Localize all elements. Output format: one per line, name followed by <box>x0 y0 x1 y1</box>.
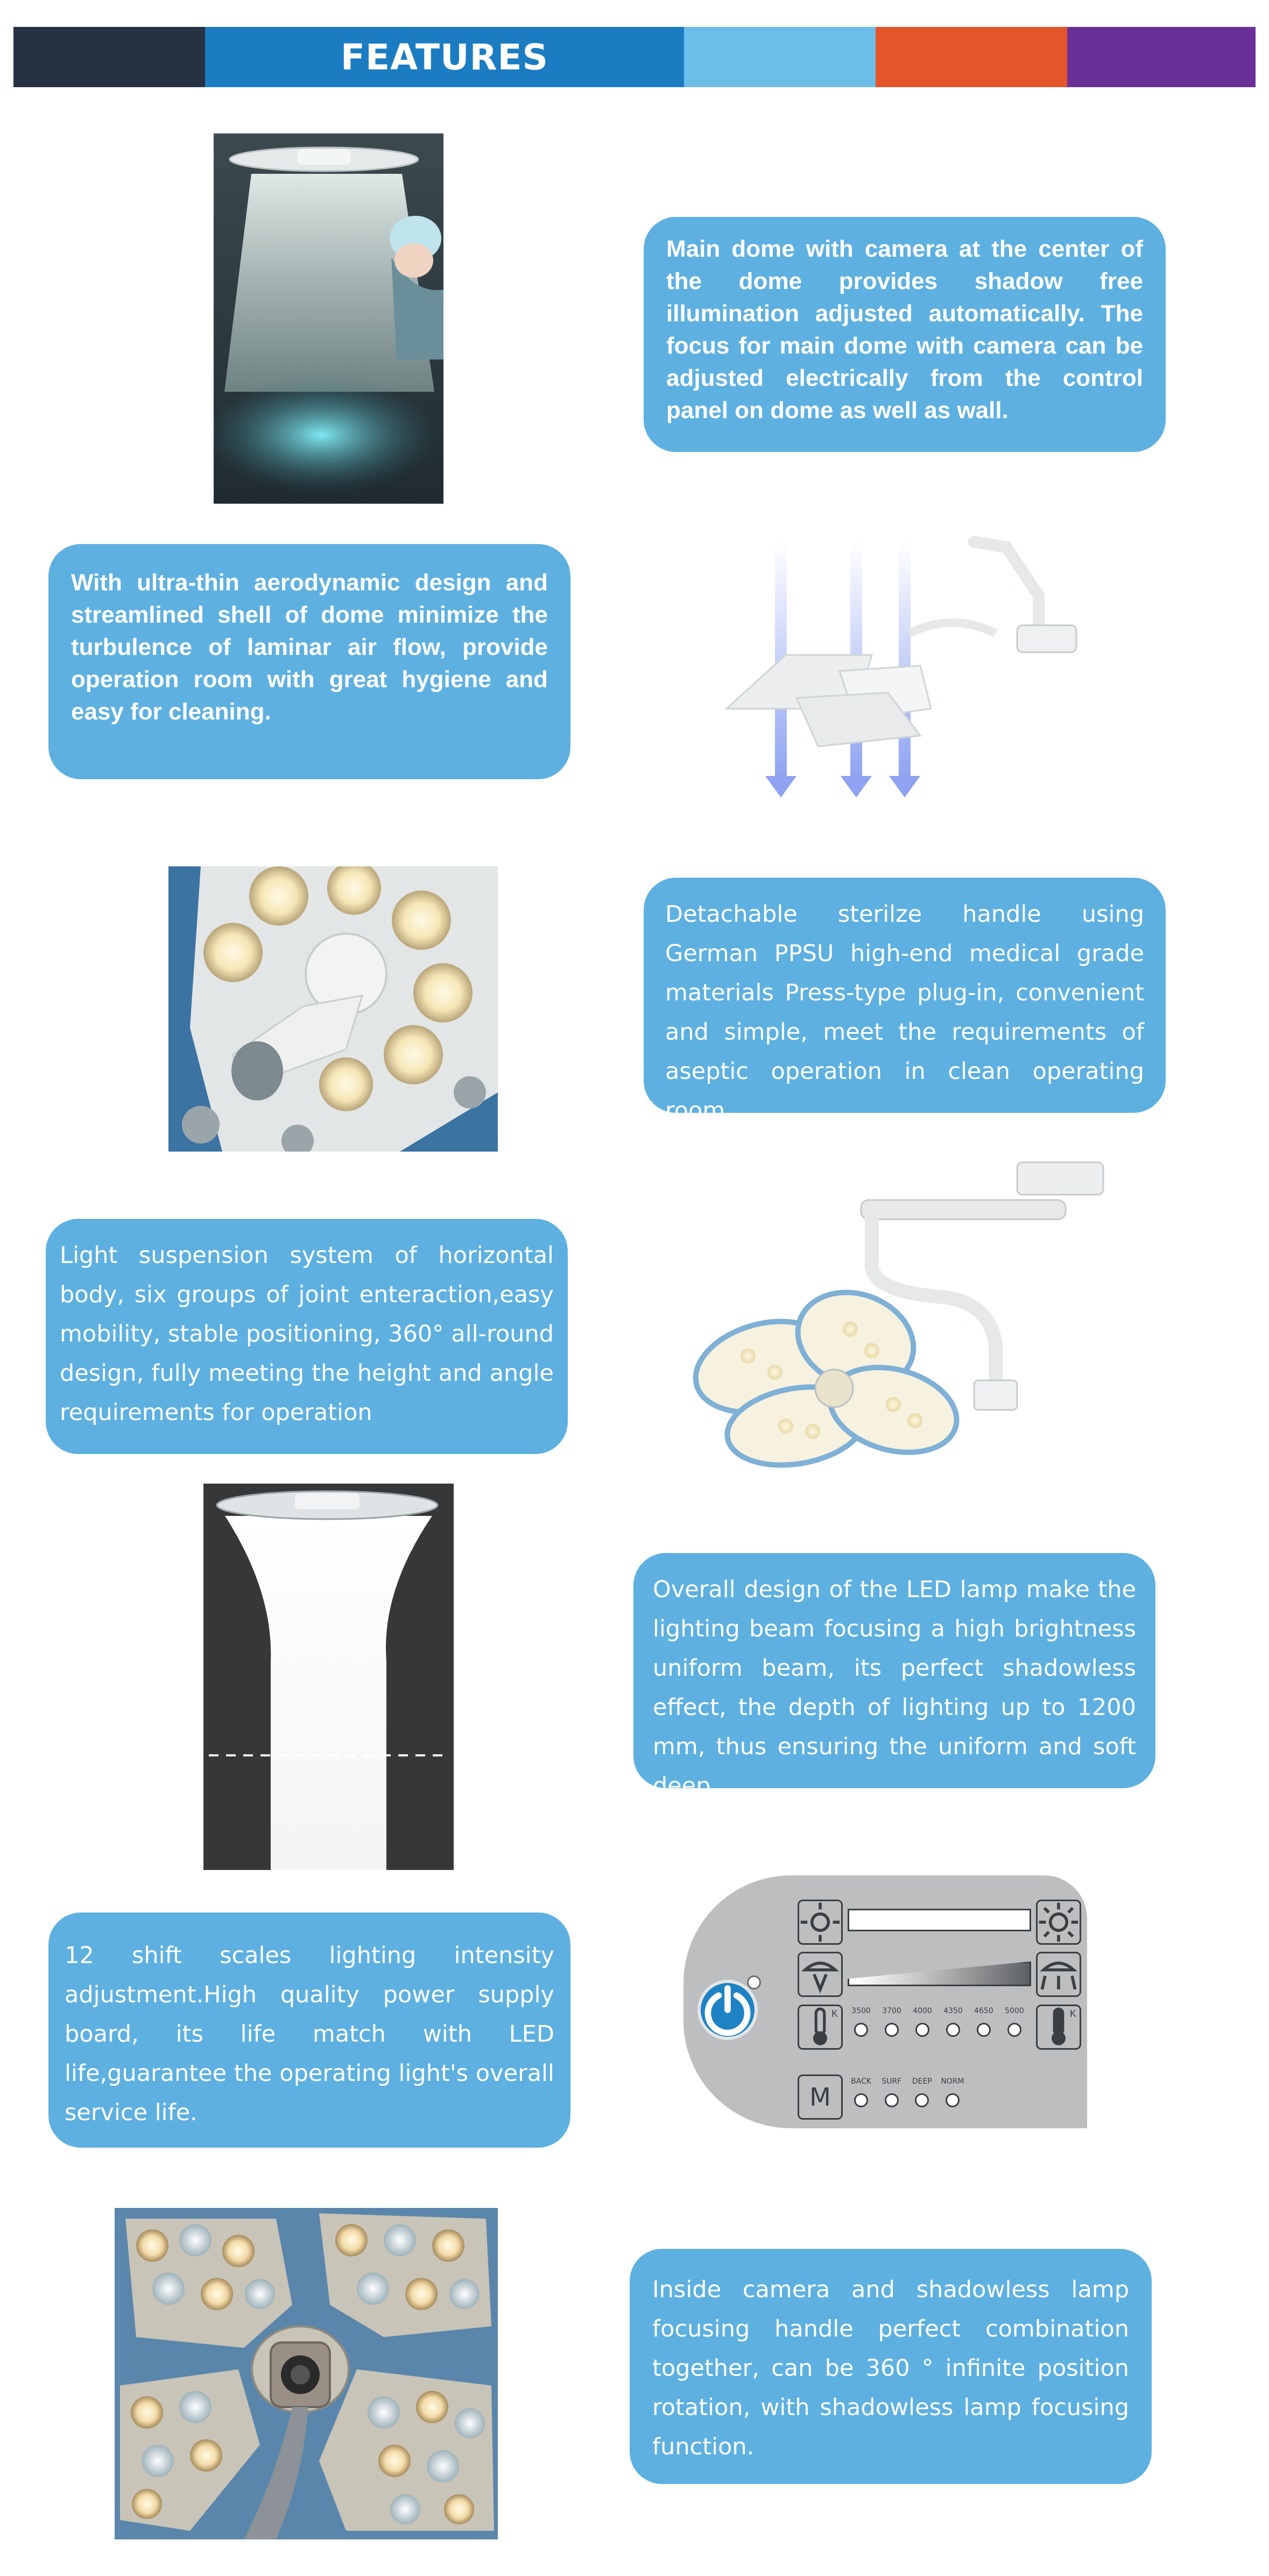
focus-wide-button[interactable] <box>1036 1952 1081 1997</box>
mode-indicator-led <box>946 2093 960 2107</box>
color-temp-indicator <box>848 2007 875 2044</box>
feature-text-5: Overall design of the LED lamp make the lighting beam focusing a high brightness uniform beam, its perfect shadowless effect, the depth of lighting up to 1200 mm, thus ensuring the uniform and soft deep. <box>653 1576 1136 1799</box>
mode-button[interactable]: M <box>798 2074 843 2120</box>
feature-text-box-2 <box>48 544 570 779</box>
power-button[interactable] <box>701 1983 755 2037</box>
feature-text-3: Detachable sterilze handle using German PPSU high-end medical grade materials Press-type plug-in, convenient and simple, meet the requirements of aseptic operation in clean operating room. <box>665 901 1144 1124</box>
light-beam-depth-image <box>203 1484 454 1870</box>
suspension-arm-lamp-image <box>683 1152 1125 1496</box>
color-temp-indicator-label: 3700 <box>882 2007 901 2015</box>
color-temp-indicator <box>878 2007 905 2044</box>
features-header <box>13 27 1256 87</box>
color-temp-indicator-label: 3500 <box>851 2007 871 2015</box>
brightness-increase-button[interactable] <box>1036 1900 1081 1945</box>
mode-indicator-led <box>915 2093 929 2107</box>
mode-indicator-label: BACK <box>851 2077 871 2086</box>
mode-indicator-label: SURF <box>882 2077 902 2086</box>
header-segment-orange <box>876 27 1067 87</box>
feature-text-box-3 <box>644 878 1166 1124</box>
color-temp-indicator-led <box>885 2023 899 2037</box>
color-temp-indicator-led <box>854 2023 868 2037</box>
color-temp-indicator <box>909 2007 936 2044</box>
mode-indicators <box>848 2077 966 2115</box>
mode-indicator <box>908 2077 935 2115</box>
color-temp-indicator-label: 4350 <box>943 2007 963 2015</box>
color-temp-warm-button[interactable] <box>1036 2005 1081 2050</box>
mode-indicator <box>939 2077 966 2115</box>
mode-indicator <box>878 2077 905 2115</box>
surgeon-under-dome-light-image <box>214 133 443 504</box>
color-temp-indicator <box>1001 2007 1028 2044</box>
color-temp-indicator-led <box>915 2023 929 2037</box>
control-panel-image <box>683 1875 1087 2128</box>
color-temp-scale <box>848 2007 1028 2044</box>
feature-text-box-1 <box>644 217 1166 452</box>
color-temp-indicator <box>970 2007 997 2044</box>
color-temp-indicator-led <box>946 2023 960 2037</box>
mode-indicator <box>848 2077 875 2115</box>
color-temp-indicator <box>940 2007 967 2044</box>
feature-text-7: Inside camera and shadowless lamp focusing handle perfect combination together, can be 360 ° infinite position rotation, with shadowless lamp focusing function. <box>652 2276 1129 2460</box>
brightness-decrease-button[interactable] <box>798 1900 843 1945</box>
mode-indicator-led <box>854 2093 868 2107</box>
feature-text-6: 12 shift scales lighting intensity adjustment.High quality power supply board, its life match with LED life,guarantee the operating light's overall service life. <box>65 1942 554 2126</box>
sterile-handle-closeup-image <box>168 866 498 1152</box>
feature-text-box-7 <box>630 2249 1152 2484</box>
laminar-airflow-lamp-image <box>694 531 1098 806</box>
header-segment-light-blue <box>684 27 876 87</box>
mode-indicator-label: DEEP <box>912 2077 932 2086</box>
brightness-level-bar <box>848 1909 1031 1931</box>
mode-indicator-led <box>885 2093 899 2107</box>
color-temp-indicator-led <box>1007 2023 1021 2037</box>
color-temp-indicator-led <box>977 2023 991 2037</box>
feature-text-box-5 <box>633 1553 1155 1799</box>
power-indicator-led <box>747 1975 761 1989</box>
temp-unit-label: K <box>1069 2008 1076 2019</box>
feature-text-1: Main dome with camera at the center of the dome provides shadow free illumination adjusted automatically. The focus for main dome with camera can be adjusted electrically from the control panel on dome as well as wall. <box>666 236 1143 424</box>
header-segment-purple <box>1067 27 1256 87</box>
color-temp-cool-button[interactable] <box>798 2005 843 2050</box>
header-segment-dark <box>13 27 205 87</box>
feature-text-box-6 <box>48 1912 570 2148</box>
color-temp-indicator-label: 4000 <box>913 2007 932 2015</box>
focus-wide-icon <box>1038 1953 1080 1995</box>
color-temp-indicator-label: 4650 <box>974 2007 993 2015</box>
sun-bright-icon <box>1038 1901 1080 1943</box>
focus-narrow-button[interactable] <box>798 1952 843 1997</box>
focus-narrow-icon <box>799 1953 841 1995</box>
temp-unit-label: K <box>831 2008 838 2019</box>
mode-indicator-label: NORM <box>941 2077 964 2086</box>
power-icon <box>701 1983 755 2037</box>
feature-text-box-4 <box>46 1219 568 1454</box>
sun-dim-icon <box>799 1901 841 1943</box>
feature-text-2: With ultra-thin aerodynamic design and streamlined shell of dome minimize the turbulence of laminar air flow, provide operation room with great hygiene and easy for cleaning. <box>71 569 548 725</box>
camera-handle-closeup-image <box>115 2208 498 2539</box>
header-title: FEATURES <box>205 27 684 87</box>
feature-text-4: Light suspension system of horizontal body, six groups of joint enteraction,easy mobility, stable positioning, 360° all-round design, fully meeting the height and angle requirements for operation <box>60 1242 554 1426</box>
color-temp-indicator-label: 5000 <box>1005 2007 1024 2015</box>
